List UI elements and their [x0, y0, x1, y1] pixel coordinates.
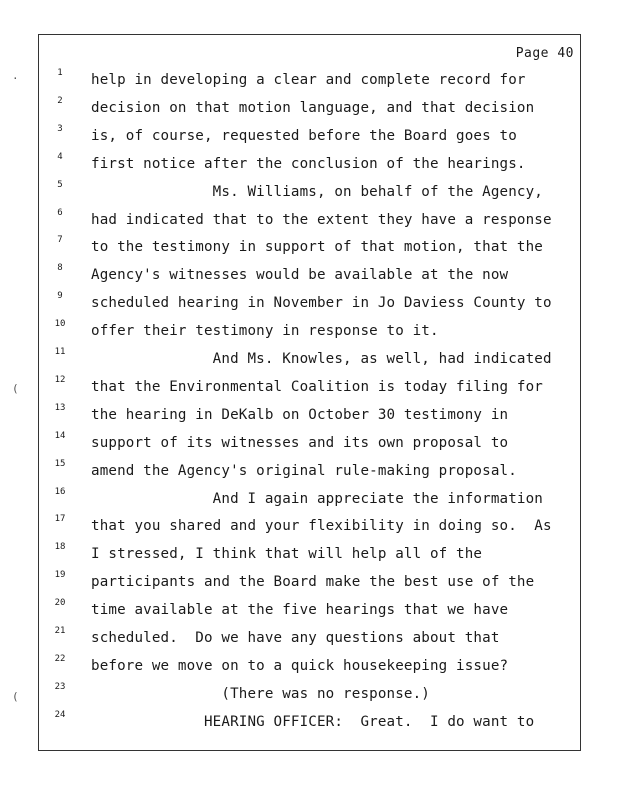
- line-number: 11: [54, 347, 66, 357]
- transcript-line: [0, 626, 618, 654]
- line-text: HEARING OFFICER: Great. I do want to: [91, 713, 535, 730]
- line-number: 8: [57, 263, 63, 274]
- transcript-line: [0, 431, 618, 459]
- line-text: time available at the five hearings that we have: [91, 602, 509, 619]
- line-number: 24: [54, 709, 66, 720]
- line-number: 6: [57, 207, 63, 218]
- transcript-line: [0, 570, 618, 598]
- line-number: 23: [54, 681, 66, 692]
- transcript-line: [0, 514, 618, 542]
- transcript-line: [0, 68, 618, 96]
- line-number: 22: [54, 653, 66, 664]
- transcript-line: [0, 152, 618, 180]
- line-text: scheduled. Do we have any questions about that: [91, 630, 500, 646]
- transcript-line: [0, 291, 618, 319]
- line-number: 15: [54, 458, 66, 469]
- page-number: Page 40: [515, 46, 574, 61]
- line-number: 5: [57, 179, 63, 190]
- line-text: that the Environmental Coalition is today filing for: [91, 378, 543, 395]
- line-number: 16: [54, 486, 66, 497]
- line-text: is, of course, requested before the Board goes to: [91, 127, 517, 144]
- margin-mark-top: ·: [12, 72, 19, 85]
- transcript-line: [0, 180, 618, 208]
- line-text: amend the Agency's original rule-making proposal.: [91, 462, 517, 479]
- line-number: 18: [54, 542, 66, 553]
- transcript-line: [0, 347, 618, 375]
- line-text: And Ms. Knowles, as well, had indicated: [91, 351, 552, 367]
- margin-mark-bottom: (: [12, 690, 19, 703]
- line-number: 13: [54, 402, 66, 413]
- transcript-line: [0, 710, 618, 738]
- transcript-line: [0, 598, 618, 626]
- line-text: Ms. Williams, on behalf of the Agency,: [91, 183, 543, 200]
- margin-mark-middle: (: [12, 382, 19, 395]
- transcript-line: [0, 542, 618, 570]
- line-number: 3: [57, 123, 63, 134]
- line-text: first notice after the conclusion of the hearings.: [91, 155, 526, 172]
- line-text: And I again appreciate the information: [91, 490, 543, 507]
- line-text: I stressed, I think that will help all of the: [91, 546, 483, 563]
- transcript-line: [0, 654, 618, 682]
- transcript-line: [0, 208, 618, 236]
- line-number: 1: [57, 68, 63, 78]
- transcript-line: [0, 263, 618, 291]
- transcript-line: [0, 319, 618, 347]
- line-text: (There was no response.): [91, 685, 430, 702]
- line-text: decision on that motion language, and that decision: [91, 99, 535, 116]
- transcript-line: [0, 375, 618, 403]
- line-text: participants and the Board make the best use of the: [91, 574, 535, 591]
- line-text: had indicated that to the extent they have a response: [91, 211, 552, 228]
- transcript-line: [0, 682, 618, 710]
- line-number: 7: [57, 235, 63, 246]
- line-text: Agency's witnesses would be available at the now: [91, 267, 509, 284]
- line-number: 10: [54, 319, 66, 330]
- line-number: 19: [54, 570, 66, 581]
- transcript-line: [0, 235, 618, 263]
- transcript-line: [0, 124, 618, 152]
- line-number: 20: [54, 598, 66, 609]
- transcript-line: [0, 403, 618, 431]
- line-number: 9: [57, 291, 63, 302]
- line-number: 21: [54, 626, 66, 636]
- line-text: to the testimony in support of that motion, that the: [91, 239, 543, 256]
- line-text: support of its witnesses and its own proposal to: [91, 434, 509, 451]
- line-text: scheduled hearing in November in Jo Daviess County to: [91, 295, 552, 312]
- line-text: before we move on to a quick housekeeping issue?: [91, 657, 509, 674]
- line-text: offer their testimony in response to it.: [91, 323, 439, 340]
- line-text: help in developing a clear and complete record for: [91, 72, 526, 88]
- line-number: 2: [57, 95, 63, 106]
- line-number: 4: [57, 151, 63, 162]
- transcript-line: [0, 487, 618, 515]
- line-text: that you shared and your flexibility in doing so. As: [91, 518, 552, 535]
- line-text: the hearing in DeKalb on October 30 testimony in: [91, 406, 509, 423]
- line-number: 14: [54, 430, 66, 441]
- line-number: 12: [54, 374, 66, 385]
- transcript-line: [0, 459, 618, 487]
- line-number: 17: [54, 514, 66, 525]
- transcript-line: [0, 96, 618, 124]
